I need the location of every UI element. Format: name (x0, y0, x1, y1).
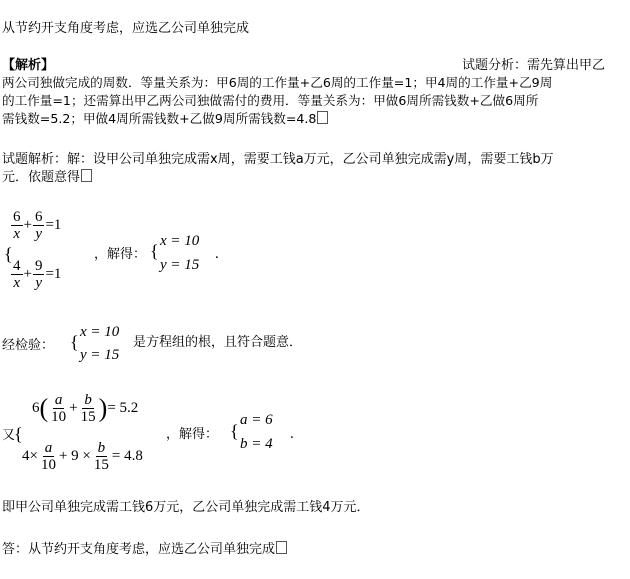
left-brace: { (230, 421, 239, 441)
analysis-line: 需钱数=5.2；甲做4周所需钱数+乙做9周所需钱数=4.8 (2, 110, 328, 128)
solution-b: b = 4 (240, 436, 273, 452)
analysis-line: 的工作量=1；还需算出甲乙两公司独做需付的费用．等量关系为：甲做6周所需钱数+乙做6周所 (2, 93, 539, 108)
final-answer: 答：从节约开支角度考虑，应选乙公司单独完成 (2, 541, 287, 559)
solution-y: y = 15 (160, 257, 200, 273)
analysis-line: 两公司独做完成的周数．等量关系为：甲6周的工作量+乙6周的工作量=1；甲4周的工作量+乙9周 (2, 75, 553, 90)
period: . (215, 246, 219, 262)
check-text: 是方程组的根，且符合题意． (133, 335, 303, 350)
solution-x: x = 10 (160, 233, 200, 249)
solve-word: ，解得： (94, 247, 147, 262)
left-brace: { (14, 424, 23, 444)
analysis-tag: 【解析】 (2, 58, 55, 73)
answer-headline: 从节约开支角度考虑，应选乙公司单独完成 (2, 21, 250, 36)
equation-1: $\frac{6}{x}$ + $\frac{6}{y}$ =1 (13, 209, 62, 242)
solution-a: a = 6 (240, 412, 273, 428)
also-label: 又 (2, 428, 16, 443)
check-x: x = 10 (80, 324, 120, 340)
left-brace: { (150, 241, 159, 261)
result-line: 即甲公司单独完成需工钱6万元，乙公司单独完成需工钱4万元． (2, 500, 370, 515)
period: . (290, 426, 294, 442)
solution-intro: 试题解析：解：设甲公司单独完成需x周，需要工钱a万元，乙公司单独完成需y周，需要工钱b万 (2, 152, 554, 167)
solution-intro: 元．依题意得 (2, 169, 92, 187)
left-brace: { (4, 244, 13, 264)
left-brace: { (70, 332, 79, 352)
equation-3: 6( $\frac{a}{10}$ + $\frac{b}{15}$ )= 5.2 (32, 392, 139, 425)
solve-word: ，解得： (166, 427, 219, 442)
equation-2: $\frac{4}{x}$ + $\frac{9}{y}$ =1 (13, 258, 62, 291)
equation-4: 4× $\frac{a}{10}$ + 9 × $\frac{b}{15}$ = 4.8 (22, 440, 143, 473)
analysis-intro: 试题分析：需先算出甲乙 (462, 58, 606, 73)
check-label: 经检验： (2, 338, 55, 353)
check-y: y = 15 (80, 347, 120, 363)
missing-glyph-box (81, 169, 92, 182)
missing-glyph-box (317, 111, 328, 124)
missing-glyph-box (276, 541, 287, 554)
